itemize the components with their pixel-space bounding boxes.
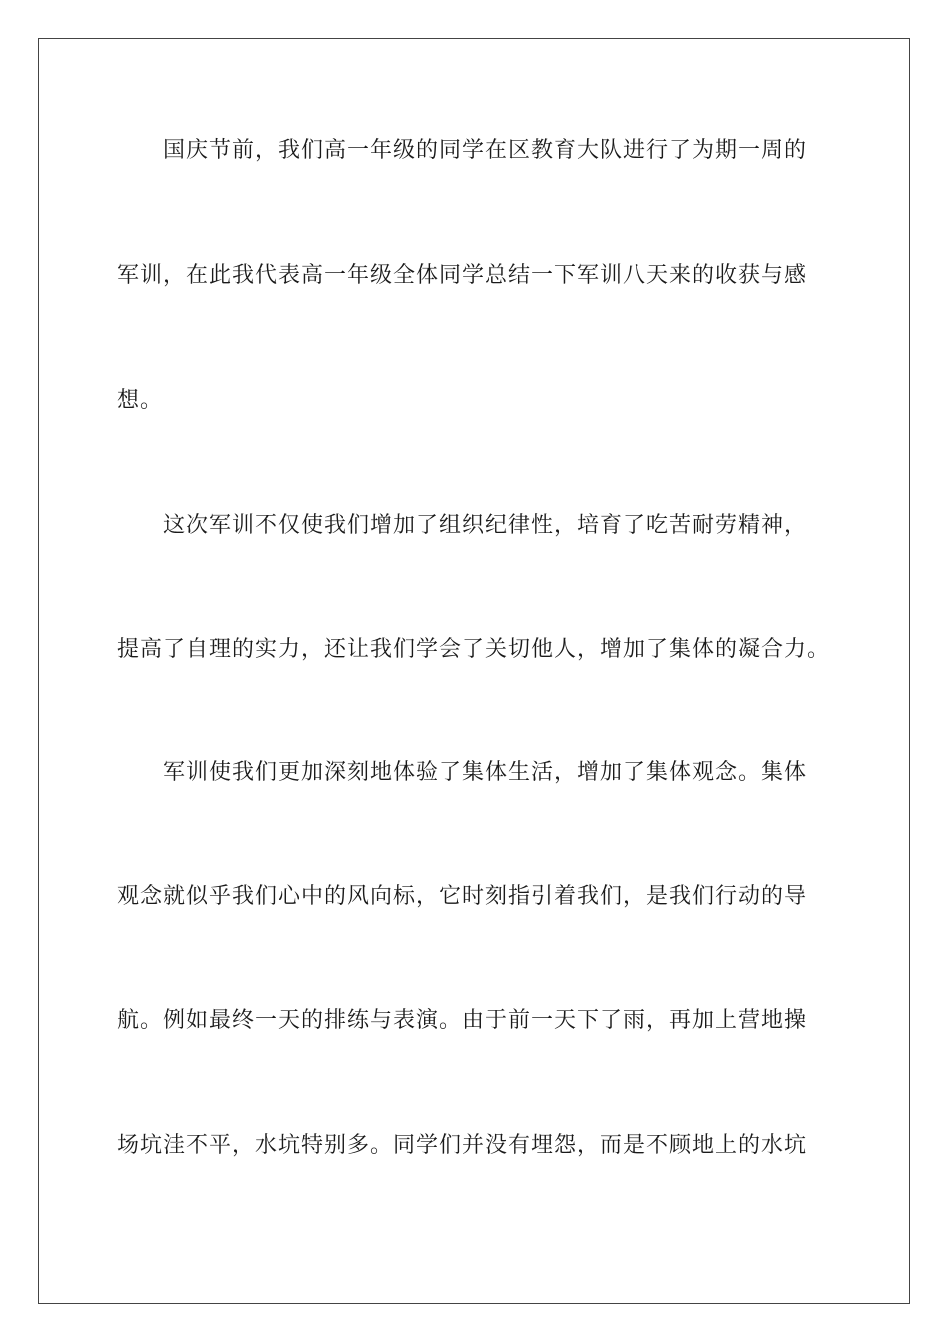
text-line-5: 提高了自理的实力，还让我们学会了关切他人，增加了集体的凝合力。 [117,637,831,662]
text-line-2: 军训，在此我代表高一年级全体同学总结一下军训八天来的收获与感 [117,263,808,288]
page-border [38,38,910,1304]
text-line-3: 想。 [117,388,164,413]
text-line-9: 场坑洼不平，水坑特别多。同学们并没有埋怨，而是不顾地上的水坑 [117,1133,808,1158]
text-line-1: 国庆节前，我们高一年级的同学在区教育大队进行了为期一周的 [117,138,808,163]
text-line-8: 航。例如最终一天的排练与表演。由于前一天下了雨，再加上营地操 [117,1008,808,1033]
text-line-6: 军训使我们更加深刻地体验了集体生活，增加了集体观念。集体 [117,760,808,785]
text-line-4: 这次军训不仅使我们增加了组织纪律性，培育了吃苦耐劳精神， [117,513,808,538]
text-line-7: 观念就似乎我们心中的风向标，它时刻指引着我们，是我们行动的导 [117,884,808,909]
